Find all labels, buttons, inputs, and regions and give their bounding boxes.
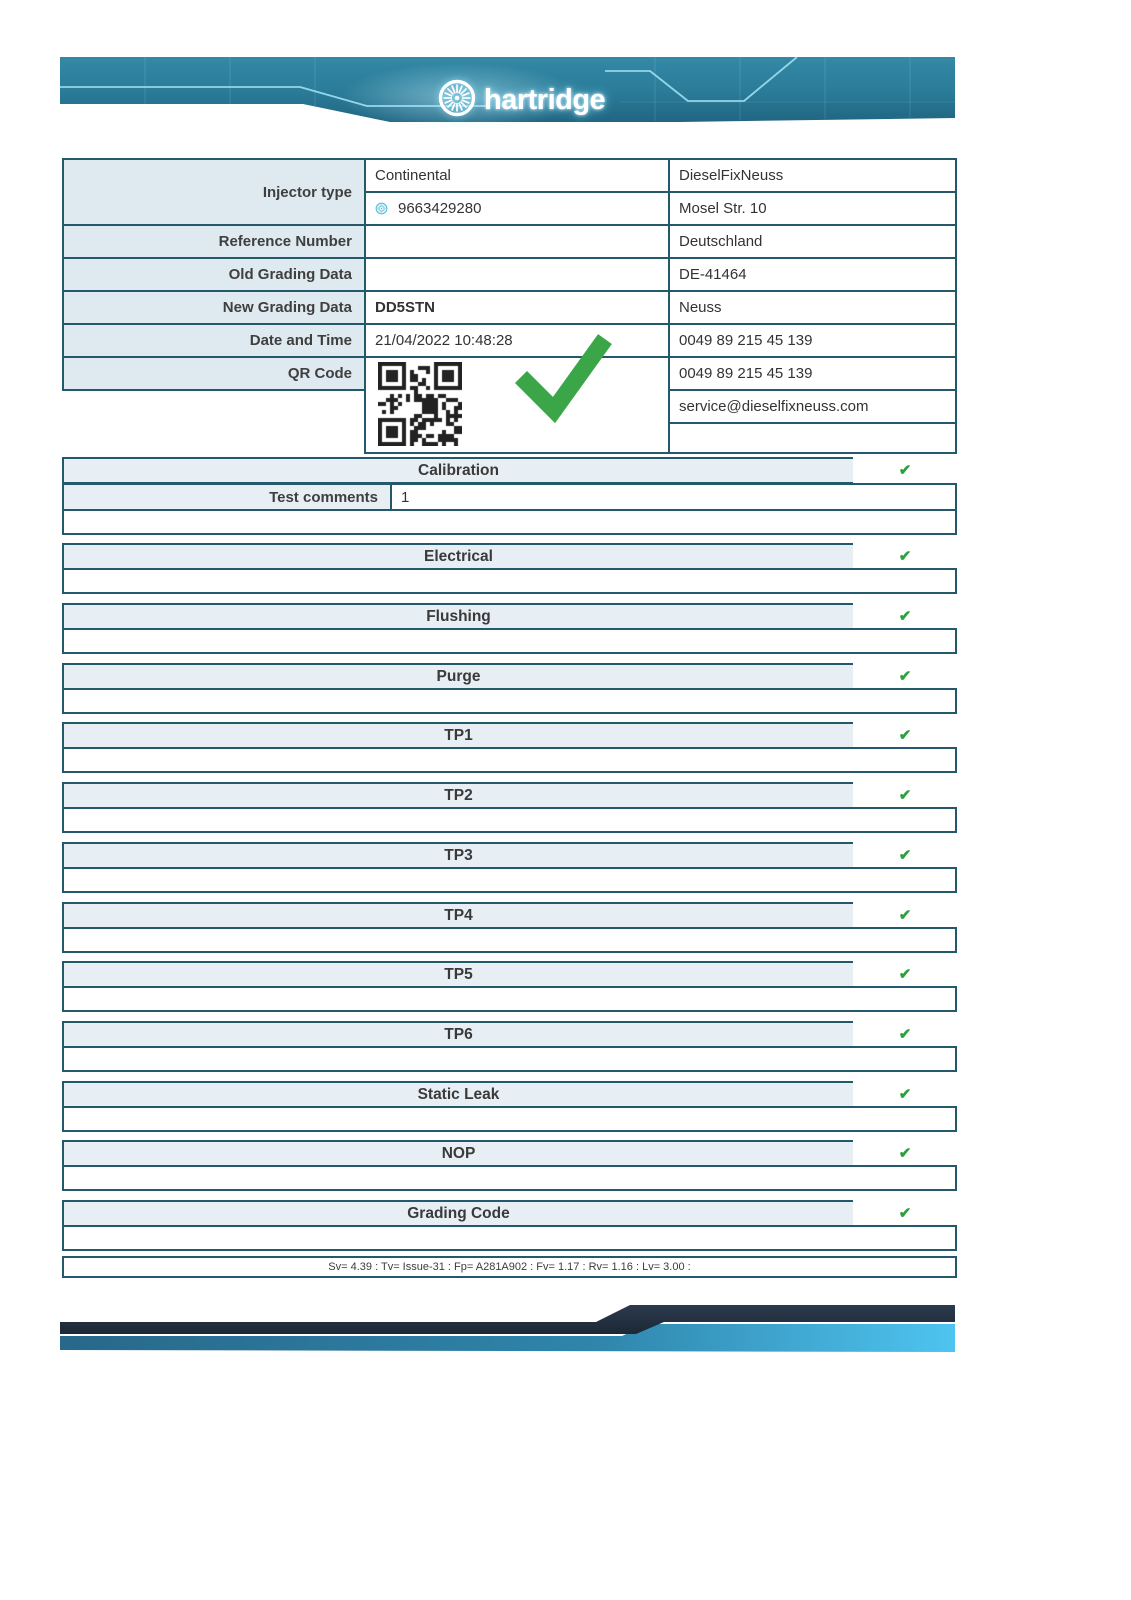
check-cell xyxy=(853,902,957,929)
check-icon: ✔ xyxy=(898,907,912,924)
test-comments-label: Test comments xyxy=(62,483,392,511)
pass-check-icon xyxy=(512,328,612,428)
hartridge-wheel-icon xyxy=(437,78,477,123)
spacer-row xyxy=(62,688,957,714)
spacer-row xyxy=(62,1225,957,1251)
test-row-tp5 xyxy=(62,961,855,988)
spacer-row xyxy=(62,1046,957,1072)
check-cell xyxy=(853,603,957,630)
value-old-grading xyxy=(364,257,670,292)
test-label: Purge xyxy=(436,667,481,685)
value-reference-number xyxy=(364,224,670,259)
check-icon: ✔ xyxy=(898,787,912,804)
check-icon: ✔ xyxy=(898,1086,912,1103)
label-reference-number: Reference Number xyxy=(62,224,366,259)
label-date-and-time: Date and Time xyxy=(62,323,366,358)
test-row-electrical xyxy=(62,543,855,570)
test-row-tp2 xyxy=(62,782,855,809)
check-icon: ✔ xyxy=(898,966,912,983)
test-comments-value: 1 xyxy=(390,483,957,511)
check-icon: ✔ xyxy=(898,1145,912,1162)
spacer-row xyxy=(62,1165,957,1191)
spacer-row xyxy=(62,628,957,654)
check-icon: ✔ xyxy=(898,462,912,479)
test-label: Electrical xyxy=(424,547,493,565)
spacer-row xyxy=(62,986,957,1012)
check-cell xyxy=(853,722,957,749)
check-cell xyxy=(853,842,957,869)
check-icon: ✔ xyxy=(898,847,912,864)
brand-name: hartridge xyxy=(484,83,606,116)
spacer-row xyxy=(62,927,957,953)
test-label: TP1 xyxy=(444,726,473,744)
test-label: TP6 xyxy=(444,1025,473,1043)
test-label: Flushing xyxy=(426,607,491,625)
test-label: TP2 xyxy=(444,786,473,804)
contact-phone-1: 0049 89 215 45 139 xyxy=(668,323,957,358)
spacer-row xyxy=(62,867,957,893)
value-injector-make: Continental xyxy=(364,158,670,193)
test-row-nop xyxy=(62,1140,855,1167)
check-cell xyxy=(853,663,957,690)
test-label: NOP xyxy=(441,1144,476,1162)
check-icon: ✔ xyxy=(898,548,912,565)
spacer-row xyxy=(62,509,957,535)
spacer-row xyxy=(62,807,957,833)
value-date-time: 21/04/2022 10:48:28 xyxy=(364,323,670,358)
contact-postcode: DE-41464 xyxy=(668,257,957,292)
value-injector-serial xyxy=(364,191,670,226)
test-row-static-leak xyxy=(62,1081,855,1108)
test-row-tp1 xyxy=(62,722,855,749)
test-row-tp6 xyxy=(62,1021,855,1048)
label-injector-type: Injector type xyxy=(62,158,366,226)
test-row-calibration xyxy=(62,457,855,484)
label-new-grading-data: New Grading Data xyxy=(62,290,366,325)
label-qr-code: QR Code xyxy=(62,356,366,391)
check-icon: ✔ xyxy=(898,1205,912,1222)
test-row-purge xyxy=(62,663,855,690)
test-row-flushing xyxy=(62,603,855,630)
test-label: Grading Code xyxy=(407,1204,510,1222)
check-cell xyxy=(853,1021,957,1048)
test-label: TP3 xyxy=(444,846,473,864)
contact-empty-cell xyxy=(668,422,957,454)
test-row-tp4 xyxy=(62,902,855,929)
spacer-row xyxy=(62,1106,957,1132)
check-icon: ✔ xyxy=(898,668,912,685)
check-cell xyxy=(853,1081,957,1108)
check-cell xyxy=(853,782,957,809)
test-row-tp3 xyxy=(62,842,855,869)
footer-banner xyxy=(60,1303,955,1355)
qr-code-image xyxy=(378,362,462,446)
contact-name: DieselFixNeuss xyxy=(668,158,957,193)
value-new-grading: DD5STN xyxy=(364,290,670,325)
spacer-row xyxy=(62,747,957,773)
contact-email: service@dieselfixneuss.com xyxy=(668,389,957,424)
label-old-grading-data: Old Grading Data xyxy=(62,257,366,292)
injector-serial-text: 9663429280 xyxy=(398,200,482,217)
test-row-grading-code xyxy=(62,1200,855,1227)
check-cell-calibration xyxy=(853,457,957,484)
version-info-row: Sv= 4.39 : Tv= Issue-31 : Fp= A281A902 : Fv= 1.17 : Rv= 1.16 : Lv= 3.00 : xyxy=(62,1256,957,1278)
spacer-row xyxy=(62,568,957,594)
brand-logo xyxy=(437,78,605,122)
check-cell xyxy=(853,1200,957,1227)
check-cell xyxy=(853,1140,957,1167)
check-icon: ✔ xyxy=(898,727,912,744)
check-icon: ✔ xyxy=(898,1026,912,1043)
check-cell xyxy=(853,961,957,988)
check-icon: ✔ xyxy=(898,608,912,625)
contact-city: Neuss xyxy=(668,290,957,325)
test-label: TP4 xyxy=(444,906,473,924)
check-cell xyxy=(853,543,957,570)
test-label: Calibration xyxy=(418,461,499,479)
contact-phone-2: 0049 89 215 45 139 xyxy=(668,356,957,391)
test-label: TP5 xyxy=(444,965,473,983)
contact-street: Mosel Str. 10 xyxy=(668,191,957,226)
test-label: Static Leak xyxy=(417,1085,500,1103)
contact-country: Deutschland xyxy=(668,224,957,259)
wheel-icon xyxy=(375,202,388,215)
